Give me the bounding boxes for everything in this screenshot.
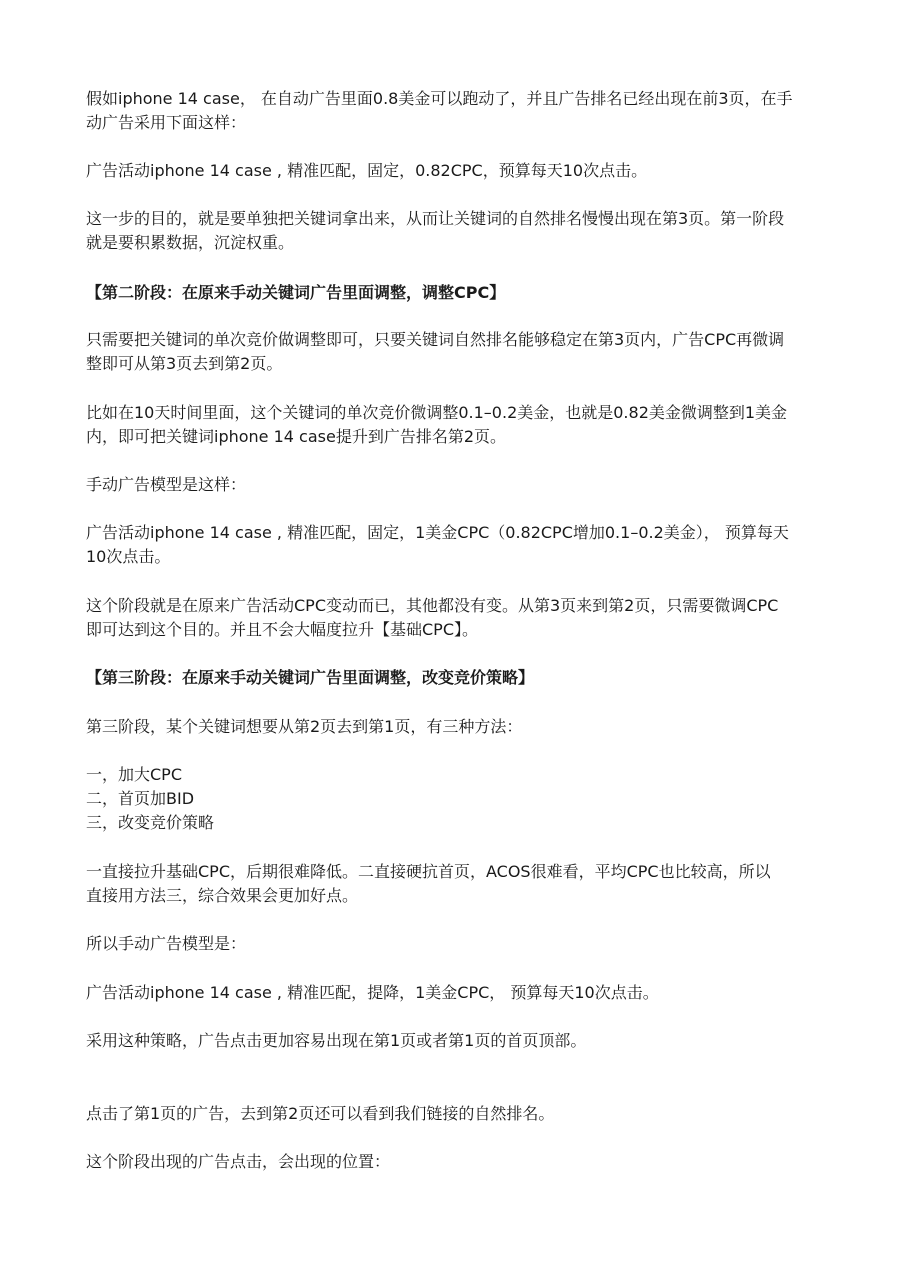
paragraph-stage2-example	[86, 401, 816, 449]
paragraph-campaign-stage2	[86, 521, 816, 569]
paragraph-intro	[86, 87, 816, 135]
paragraph-strategy-effect	[86, 1029, 816, 1053]
text-line: 10次点击。	[86, 547, 171, 566]
paragraph-model-label	[86, 473, 816, 497]
heading-text: 【第二阶段：在原来手动关键词广告里面调整，调整CPC】	[86, 283, 506, 302]
text-line: 广告活动iphone 14 case , 精准匹配，固定，0.82CPC，预算每天10次点击。	[86, 161, 648, 180]
text-line: 这个阶段就是在原来广告活动CPC变动而已，其他都没有变。从第3页来到第2页，只需要微调CPC	[86, 596, 779, 615]
text-line: 采用这种策略，广告点击更加容易出现在第1页或者第1页的首页顶部。	[86, 1031, 587, 1050]
paragraph-stage3-intro	[86, 715, 816, 739]
text-line: 这个阶段出现的广告点击，会出现的位置：	[86, 1152, 391, 1171]
list-item: 一，加大CPC	[86, 765, 182, 784]
heading-stage3	[86, 666, 816, 690]
text-line: 假如iphone 14 case， 在自动广告里面0.8美金可以跑动了，并且广告排名已经出现在前3页，在手	[86, 89, 793, 108]
paragraph-stage1-purpose	[86, 207, 816, 255]
heading-stage2	[86, 281, 816, 305]
paragraph-campaign-stage1	[86, 159, 816, 183]
list-item: 三，改变竞价策略	[86, 813, 215, 832]
paragraph-ad-position	[86, 1150, 816, 1174]
list-item: 二，首页加BID	[86, 789, 195, 808]
text-line: 第三阶段，某个关键词想要从第2页去到第1页，有三种方法：	[86, 717, 523, 736]
paragraph-model-label-2	[86, 932, 816, 956]
text-line: 广告活动iphone 14 case , 精准匹配，提降，1美金CPC， 预算每天10次点击。	[86, 983, 659, 1002]
paragraph-stage2-summary	[86, 594, 816, 642]
text-line: 就是要积累数据，沉淀权重。	[86, 233, 295, 252]
paragraph-methods-comparison	[86, 860, 816, 908]
text-line: 点击了第1页的广告，去到第2页还可以看到我们链接的自然排名。	[86, 1104, 555, 1123]
paragraph-click-result	[86, 1102, 816, 1126]
text-line: 广告活动iphone 14 case , 精准匹配，固定，1美金CPC（0.82CPC增加0.1–0.2美金）， 预算每天	[86, 523, 789, 542]
methods-list	[86, 763, 816, 835]
text-line: 一直接拉升基础CPC，后期很难降低。二直接硬抗首页，ACOS很难看，平均CPC也比较高，所以	[86, 862, 771, 881]
text-line: 比如在10天时间里面，这个关键词的单次竞价微调整0.1–0.2美金，也就是0.82美金微调整到1美金	[86, 403, 788, 422]
text-line: 内，即可把关键词iphone 14 case提升到广告排名第2页。	[86, 427, 507, 446]
text-line: 直接用方法三，综合效果会更加好点。	[86, 886, 359, 905]
text-line: 手动广告模型是这样：	[86, 475, 247, 494]
text-line: 所以手动广告模型是：	[86, 934, 247, 953]
text-line: 这一步的目的，就是要单独把关键词拿出来，从而让关键词的自然排名慢慢出现在第3页。第一阶段	[86, 209, 785, 228]
text-line: 整即可从第3页去到第2页。	[86, 354, 283, 373]
paragraph-stage2-adjust	[86, 328, 816, 376]
heading-text: 【第三阶段：在原来手动关键词广告里面调整，改变竞价策略】	[86, 668, 535, 687]
text-line: 动广告采用下面这样：	[86, 113, 247, 132]
text-line: 即可达到这个目的。并且不会大幅度拉升【基础CPC】。	[86, 620, 478, 639]
text-line: 只需要把关键词的单次竞价做调整即可，只要关键词自然排名能够稳定在第3页内，广告CPC再微调	[86, 330, 785, 349]
paragraph-campaign-stage3	[86, 981, 816, 1005]
